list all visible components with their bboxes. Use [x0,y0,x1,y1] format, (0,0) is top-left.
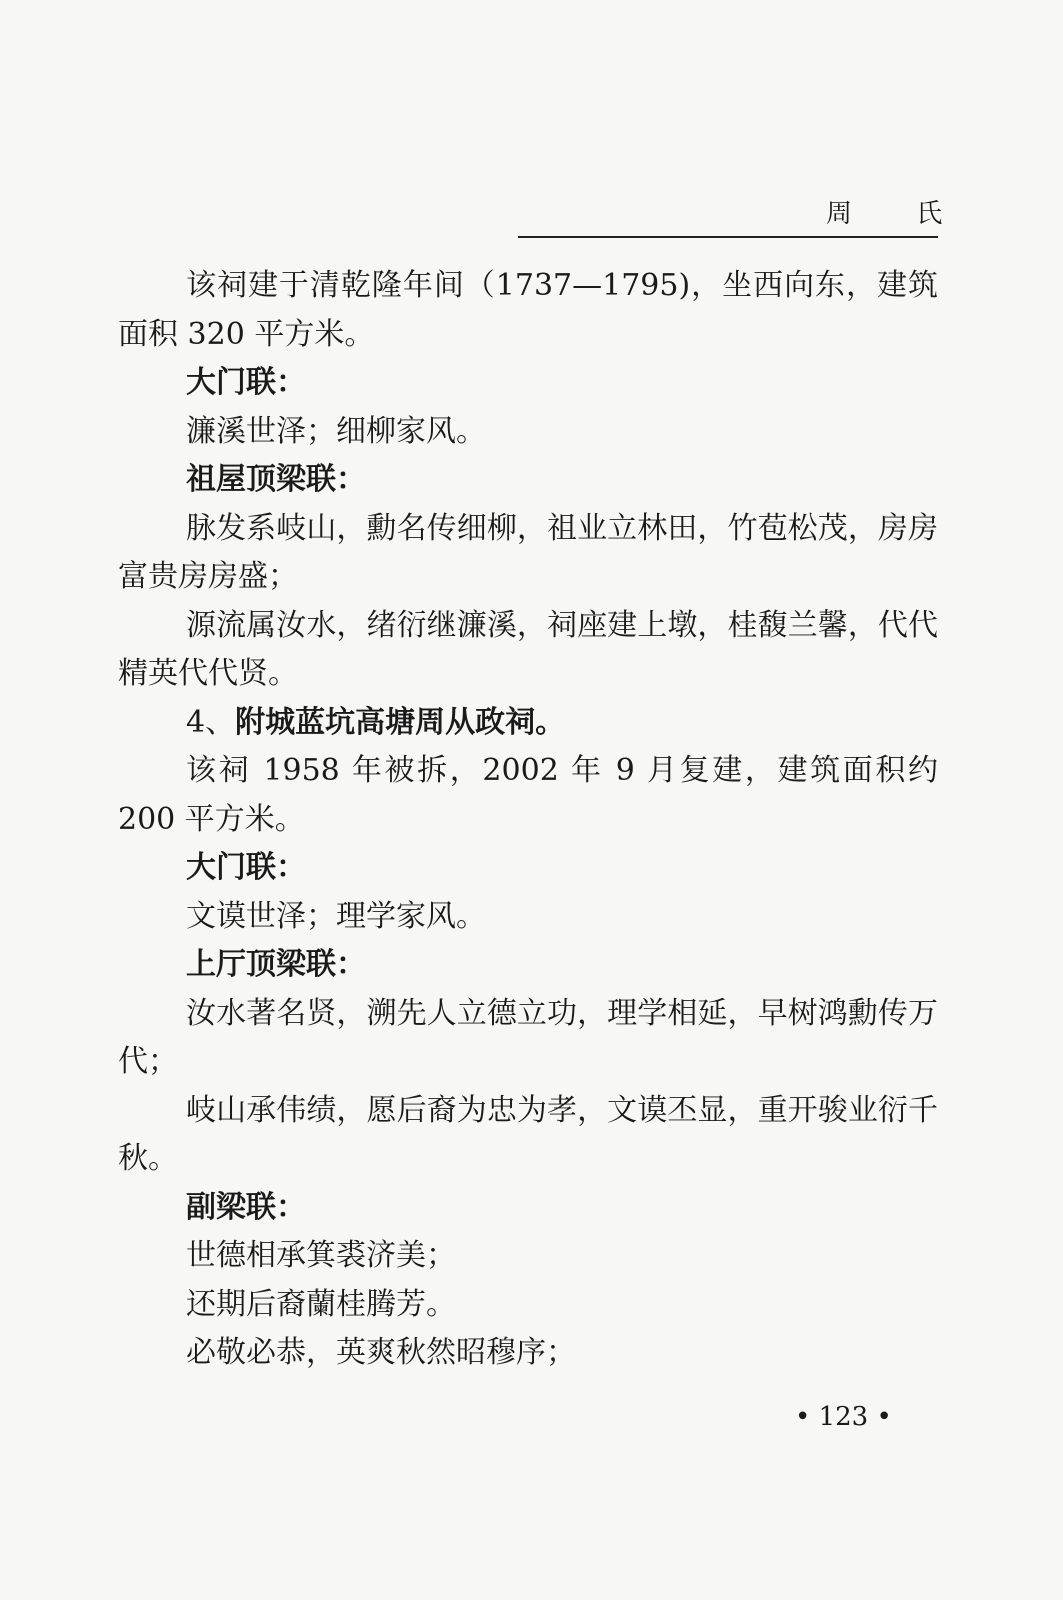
couplet-line: 还期后裔蘭桂腾芳。 [186,1286,456,1322]
couplet-heading: 祖屋顶梁联： [186,462,366,497]
section-title: 附城蓝坑高塘周从政祠。 [235,704,566,740]
section-heading [118,699,938,748]
couplet-heading: 大门联： [186,365,306,400]
paragraph: 该祠建于清乾隆年间（1737—1795)，坐西向东，建筑面积 320 平方米。 [118,268,938,352]
couplet-line: 濂溪世泽；细柳家风。 [186,413,486,449]
couplet-line: 必敬必恭，英爽秋然昭穆序； [186,1335,576,1370]
couplet-line: 文谟世泽；理学家风。 [186,898,486,934]
couplet-heading: 大门联： [186,850,306,885]
header-rule [518,236,938,238]
paragraph: 该祠 1958 年被拆，2002 年 9 月复建，建筑面积约 200 平方米。 [118,753,938,837]
section-number: 4、 [186,704,236,740]
couplet-heading: 上厅顶梁联： [186,947,366,982]
couplet-line: 源流属汝水，绪衍继濂溪，祠座建上墩，桂馥兰馨，代代精英代代贤。 [118,607,938,691]
page-number: • 123 • [795,1402,892,1432]
couplet-heading: 副梁联： [186,1189,306,1225]
couplet-line: 岐山承伟绩，愿后裔为忠为孝，文谟丕显，重开骏业衍千秋。 [118,1092,938,1176]
couplet-line: 汝水著名贤，溯先人立德立功，理学相延，早树鸿勳传万代； [118,995,938,1079]
couplet-line: 脉发系岐山，勳名传细柳，祖业立林田，竹苞松茂，房房富贵房房盛； [118,510,938,594]
couplet-line: 世德相承箕裘济美； [186,1238,456,1273]
page-body [118,262,938,1378]
header-title: 周 氏 [826,199,971,229]
